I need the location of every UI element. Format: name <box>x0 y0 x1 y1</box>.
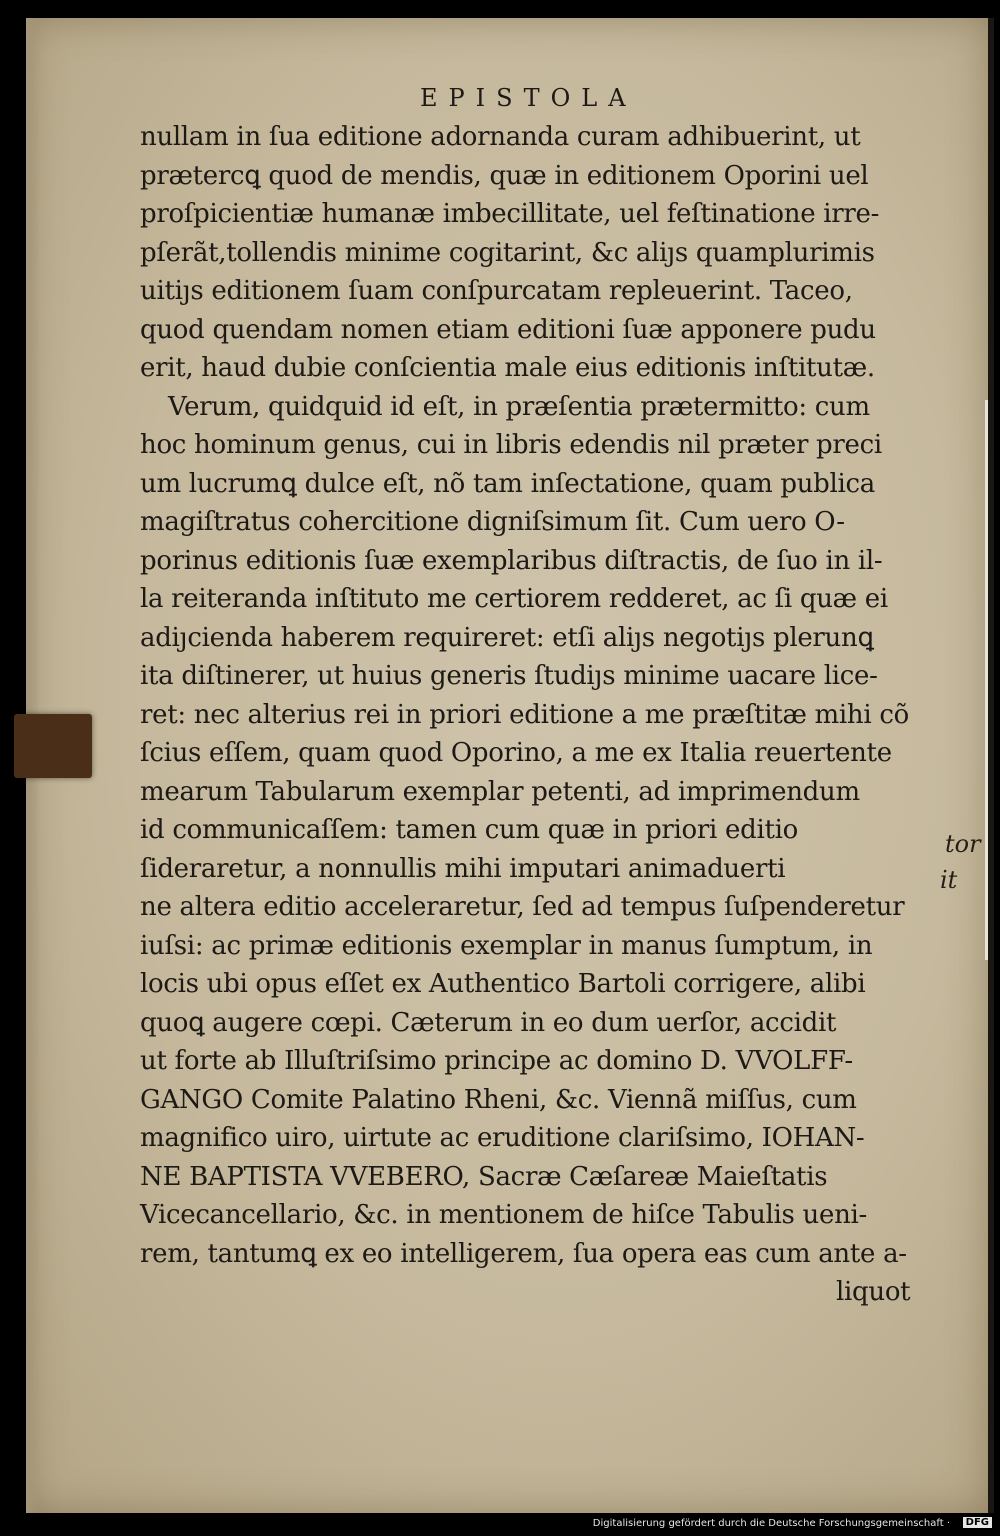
margin-note: it <box>940 866 958 894</box>
text-line: GANGO Comite Palatino Rheni, &c. Viennã miſſus, cum <box>140 1084 857 1115</box>
text-line: proſpicientiæ humanæ imbecillitate, uel feſtinatione irre- <box>140 199 880 229</box>
funding-credit: Digitalisierung gefördert durch die Deutsche Forschungsgemeinschaft · <box>592 1518 950 1529</box>
body-text <box>140 118 980 1312</box>
margin-note: tor <box>945 830 981 858</box>
page-edge-highlight <box>985 400 988 960</box>
text-line: ſcius eſſem, quam quod Oporino, a me ex Italia reuertente <box>140 738 892 768</box>
text-line: mearum Tabularum exemplar petenti, ad imprimendum <box>140 776 860 807</box>
text-line: uitiȷs editionem ſuam conſpurcatam repleuerint. Taceo, <box>140 276 853 306</box>
text-line: magiſtratus cohercitione digniſsimum ſit. Cum uero O- <box>140 507 845 537</box>
text-line: um lucrumꝗ dulce eſt, nõ tam inſectatione, quam publica <box>140 468 876 499</box>
text-line: hoc hominum genus, cui in libris edendis nil præter preci <box>140 430 882 460</box>
text-line: pſerãt,tollendis minime cogitarint, &c aliȷs quamplurimis <box>140 237 875 268</box>
dfg-logo: DFG <box>963 1517 992 1528</box>
leather-tab <box>14 714 92 778</box>
text-line: ita diſtinerer, ut huius generis ſtudiȷs minime uacare lice- <box>140 661 878 691</box>
running-head: EPISTOLA <box>420 84 637 112</box>
text-line: ut forte ab Illuſtriſsimo principe ac domino D. VVOLFF- <box>140 1046 853 1076</box>
text-line: magnifico uiro, uirtute ac eruditione clariſsimo, IOHAN- <box>140 1123 865 1153</box>
text-line: ne altera editio acceleraretur, ſed ad tempus ſuſpenderetur <box>140 892 905 922</box>
text-line: Vicecancellario, &c. in mentionem de hiſce Tabulis ueni- <box>140 1200 868 1230</box>
text-line: quod quendam nomen etiam editioni ſuæ apponere pudu <box>140 314 876 345</box>
text-line: Verum, quidquid id eſt, in præſentia prætermitto: cum <box>168 391 870 422</box>
text-line: erit, haud dubie conſcientia male eius editionis inſtitutæ. <box>140 353 875 383</box>
text-line: ret: nec alterius rei in priori editione a me præſtitæ mihi cõ <box>140 699 909 730</box>
text-line: locis ubi opus eſſet ex Authentico Bartoli corrigere, alibi <box>140 969 866 999</box>
text-line: la reiteranda inſtituto me certiorem redderet, ac ſi quæ ei <box>140 584 888 614</box>
text-line: nullam in ſua editione adornanda curam adhibuerint, ut <box>140 122 861 152</box>
text-line: NE BAPTISTA VVEBERO, Sacræ Cæſareæ Maieſtatis <box>140 1161 828 1192</box>
text-line: ſideraretur, a nonnullis mihi imputari animaduerti <box>140 853 786 884</box>
text-line: adiȷcienda haberem requireret: etſi aliȷs negotiȷs plerunꝗ <box>140 622 874 653</box>
text-line: iuſsi: ac primæ editionis exemplar in manus ſumptum, in <box>140 930 873 961</box>
text-line: prætercꝗ quod de mendis, quæ in editionem Oporini uel <box>140 160 869 191</box>
text-line: quoꝗ augere cœpi. Cæterum in eo dum uerſor, accidit <box>140 1007 837 1038</box>
text-line: id communicaſſem: tamen cum quæ in priori editio <box>140 815 798 845</box>
text-line: porinus editionis ſuæ exemplaribus diſtractis, de ſuo in il- <box>140 545 883 576</box>
text-line: rem, tantumꝗ ex eo intelligerem, ſua opera eas cum ante a- <box>140 1238 907 1269</box>
text-line: liquot <box>836 1277 911 1307</box>
